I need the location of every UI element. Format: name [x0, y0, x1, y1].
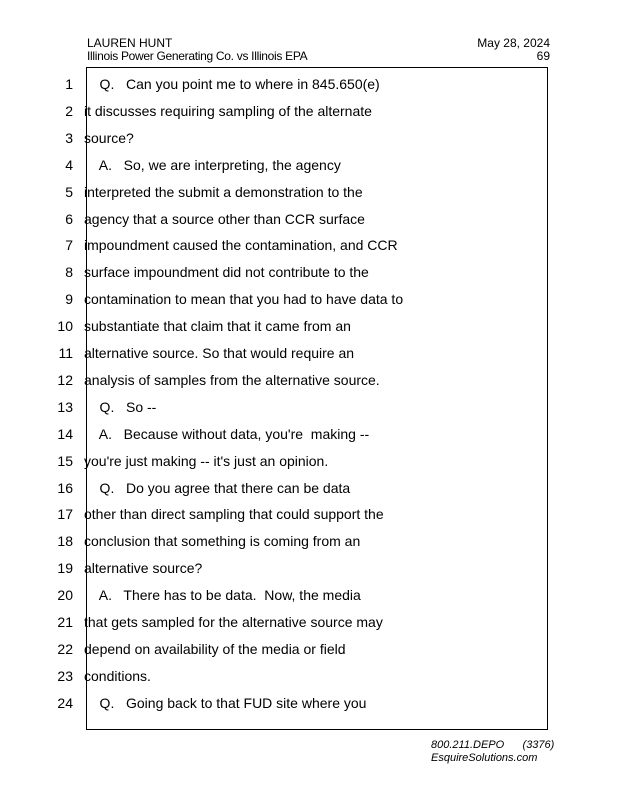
- transcript-line: [0, 313, 618, 340]
- page-number: 69: [536, 49, 550, 63]
- page-header-left: [87, 37, 307, 63]
- line-text: depend on availability of the media or field: [84, 640, 346, 657]
- transcript-line: [0, 690, 618, 717]
- line-text: conditions.: [84, 667, 151, 684]
- transcript-line: [0, 528, 618, 555]
- line-number: 6: [65, 210, 73, 227]
- footer-code: (3376): [522, 739, 555, 751]
- transcript-line: [0, 340, 618, 367]
- line-text: source?: [84, 129, 134, 146]
- transcript-line: [0, 179, 618, 206]
- line-text: A. There has to be data. Now, the media: [84, 587, 361, 604]
- deposition-date: May 28, 2024: [477, 36, 550, 50]
- line-number: 14: [57, 425, 73, 442]
- line-text: Q. Going back to that FUD site where you: [84, 694, 367, 711]
- line-text: analysis of samples from the alternative source.: [84, 371, 380, 388]
- line-number: 9: [65, 291, 73, 308]
- line-number: 23: [57, 667, 73, 684]
- line-text: interpreted the submit a demonstration to the: [84, 183, 363, 200]
- transcript-line: [0, 286, 618, 313]
- transcript-line: [0, 448, 618, 475]
- line-number: 2: [65, 102, 73, 119]
- line-number: 13: [57, 398, 73, 415]
- transcript-line: [0, 636, 618, 663]
- transcript-line: [0, 152, 618, 179]
- line-text: conclusion that something is coming from an: [84, 533, 361, 550]
- case-title: Illinois Power Generating Co. vs Illinois EPA: [87, 49, 308, 63]
- line-number: 3: [65, 129, 73, 146]
- transcript-line: [0, 206, 618, 233]
- line-text: alternative source. So that would require an: [84, 345, 355, 361]
- line-number: 19: [57, 560, 73, 577]
- line-text: agency that a source other than CCR surface: [84, 210, 365, 227]
- transcript-line: [0, 367, 618, 394]
- transcript-line: [0, 259, 618, 286]
- line-number: 24: [57, 694, 73, 711]
- transcript-line: [0, 232, 618, 259]
- line-number: 12: [57, 371, 73, 388]
- transcript-line: [0, 609, 618, 636]
- line-text: Q. Can you point me to where in 845.650(e): [84, 76, 380, 92]
- transcript-line: [0, 421, 618, 448]
- page-header-right: [477, 37, 550, 63]
- line-number: 21: [57, 614, 73, 630]
- line-number: 5: [65, 183, 73, 200]
- transcript-line: [0, 501, 618, 528]
- line-number: 16: [57, 479, 73, 496]
- line-text: impoundment caused the contamination, and CCR: [84, 237, 398, 254]
- line-number: 22: [57, 640, 73, 657]
- line-number: 18: [57, 533, 73, 550]
- line-text: Q. So --: [84, 398, 157, 415]
- transcript-line: [0, 394, 618, 421]
- transcript-line: [0, 555, 618, 582]
- line-text: Q. Do you agree that there can be data: [84, 479, 351, 496]
- line-number: 10: [57, 318, 73, 335]
- line-text: alternative source?: [84, 560, 203, 577]
- line-number: 7: [65, 237, 73, 254]
- line-number: 4: [65, 156, 73, 173]
- line-number: 8: [65, 264, 73, 281]
- line-number: 17: [57, 506, 73, 523]
- footer-website: EsquireSolutions.com: [431, 752, 538, 764]
- transcript-line: [0, 125, 618, 152]
- line-text: A. Because without data, you're making --: [84, 425, 370, 442]
- line-text: A. So, we are interpreting, the agency: [84, 156, 341, 173]
- line-text: substantiate that claim that it came from an: [84, 318, 351, 335]
- transcript-line: [0, 582, 618, 609]
- witness-name: LAUREN HUNT: [87, 36, 173, 50]
- transcript-line: [0, 98, 618, 125]
- footer-phone: 800.211.DEPO: [431, 739, 505, 751]
- line-text: contamination to mean that you had to have data to: [84, 291, 404, 308]
- transcript-line: [0, 71, 618, 98]
- line-number: 15: [57, 452, 73, 469]
- transcript-line: [0, 475, 618, 502]
- page-footer: [431, 739, 554, 765]
- line-text: you're just making -- it's just an opinion.: [84, 452, 329, 469]
- line-number: 1: [65, 76, 73, 92]
- line-text: surface impoundment did not contribute to the: [84, 264, 369, 281]
- line-number: 11: [58, 345, 73, 361]
- line-text: it discusses requiring sampling of the alternate: [84, 102, 372, 119]
- transcript-line: [0, 663, 618, 690]
- line-number: 20: [57, 587, 73, 604]
- line-text: other than direct sampling that could support the: [84, 506, 384, 523]
- line-text: that gets sampled for the alternative source may: [84, 614, 383, 630]
